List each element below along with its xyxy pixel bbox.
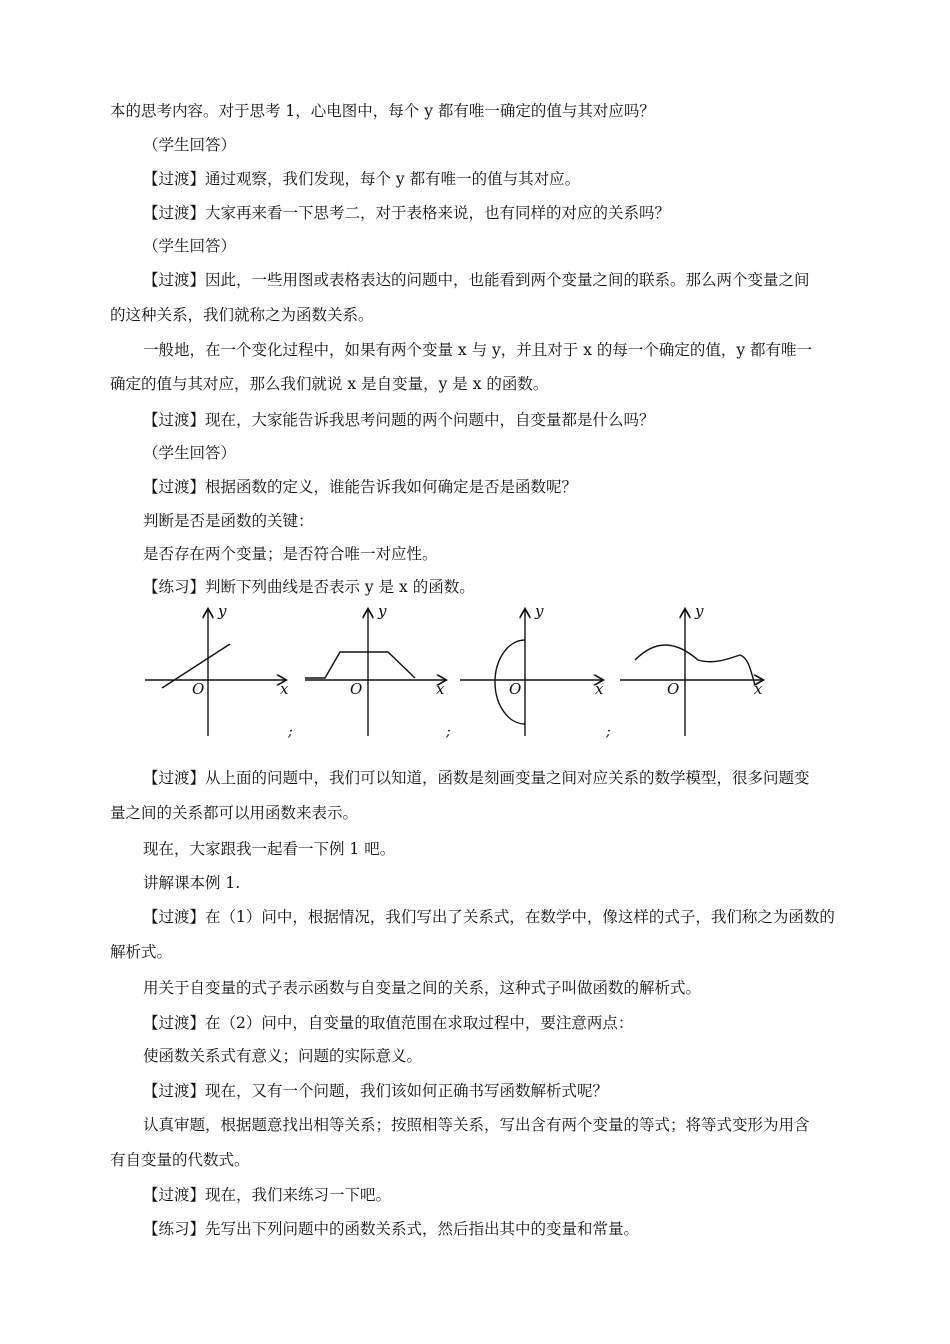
paragraph: 【过渡】大家再来看一下思考二，对于表格来说，也有同样的对应的关系吗？	[143, 204, 671, 222]
paragraph: 【过渡】因此，一些用图或表格表达的问题中，也能看到两个变量之间的联系。那么两个变量之间	[143, 271, 810, 289]
paragraph: （学生回答）	[143, 136, 237, 154]
paragraph: 判断是否是函数的关键：	[143, 512, 314, 530]
paragraph: 现在，大家跟我一起看一下例 1 吧。	[143, 840, 396, 858]
paragraph: 【练习】先写出下列问题中的函数关系式，然后指出其中的变量和常量。	[143, 1220, 640, 1238]
axis-x-label: x	[595, 680, 604, 698]
origin-label: O	[509, 680, 522, 698]
paragraph: 【过渡】现在，大家能告诉我思考问题的两个问题中，自变量都是什么吗？	[143, 411, 655, 429]
paragraph: 认真审题，根据题意找出相等关系；按照相等关系，写出含有两个变量的等式；将等式变形为用含	[143, 1116, 810, 1134]
graph-trapezoid	[305, 610, 445, 736]
paragraph: 【过渡】在（2）问中，自变量的取值范围在求取过程中，要注意两点：	[143, 1014, 634, 1032]
origin-label: O	[667, 680, 680, 698]
paragraph: 【过渡】在（1）问中，根据情况，我们写出了关系式，在数学中，像这样的式子，我们称之为函数的	[143, 908, 835, 926]
axis-y-label: y	[535, 602, 544, 620]
graph-line	[145, 610, 285, 736]
paragraph: 的这种关系，我们就称之为函数关系。	[110, 306, 374, 324]
paragraph: 本的思考内容。对于思考 1，心电图中，每个 y 都有唯一确定的值与其对应吗？	[110, 102, 655, 120]
axis-y-label: y	[218, 602, 227, 620]
paragraph: 解析式。	[110, 943, 173, 961]
separator: ;	[606, 724, 611, 740]
paragraph: 【过渡】从上面的问题中，我们可以知道，函数是刻画变量之间对应关系的数学模型，很多问题变	[143, 769, 810, 787]
separator: ;	[288, 724, 293, 740]
paragraph: 【练习】判断下列曲线是否表示 y 是 x 的函数。	[143, 578, 475, 596]
function-graphs	[140, 600, 780, 750]
paragraph: 【过渡】根据函数的定义，谁能告诉我如何确定是否是函数呢？	[143, 478, 578, 496]
paragraph: （学生回答）	[143, 444, 237, 462]
axis-y-label: y	[378, 602, 387, 620]
paragraph: 【过渡】通过观察，我们发现，每个 y 都有唯一的值与其对应。	[143, 170, 581, 188]
paragraph: 使函数关系式有意义；问题的实际意义。	[143, 1047, 423, 1065]
origin-label: O	[350, 680, 363, 698]
origin-label: O	[192, 680, 205, 698]
paragraph: 确定的值与其对应，那么我们就说 x 是自变量，y 是 x 的函数。	[110, 375, 549, 393]
axis-y-label: y	[695, 602, 704, 620]
axis-x-label: x	[436, 680, 445, 698]
paragraph: 有自变量的代数式。	[110, 1151, 250, 1169]
axis-x-label: x	[280, 680, 289, 698]
separator: ;	[446, 724, 451, 740]
paragraph: 【过渡】现在，我们来练习一下吧。	[143, 1186, 392, 1204]
paragraph: 量之间的关系都可以用函数来表示。	[110, 804, 359, 822]
paragraph: 用关于自变量的式子表示函数与自变量之间的关系，这种式子叫做函数的解析式。	[143, 979, 702, 997]
graph-half-circle	[460, 610, 602, 736]
paragraph: （学生回答）	[143, 237, 237, 255]
axis-x-label: x	[754, 680, 763, 698]
paragraph: 是否存在两个变量；是否符合唯一对应性。	[143, 545, 438, 563]
paragraph: 讲解课本例 1.	[143, 874, 241, 892]
graph-wave	[620, 610, 762, 736]
paragraph: 一般地，在一个变化过程中，如果有两个变量 x 与 y，并且对于 x 的每一个确定的值，y 都有唯一	[143, 341, 813, 359]
paragraph: 【过渡】现在，又有一个问题，我们该如何正确书写函数解析式呢？	[143, 1082, 609, 1100]
